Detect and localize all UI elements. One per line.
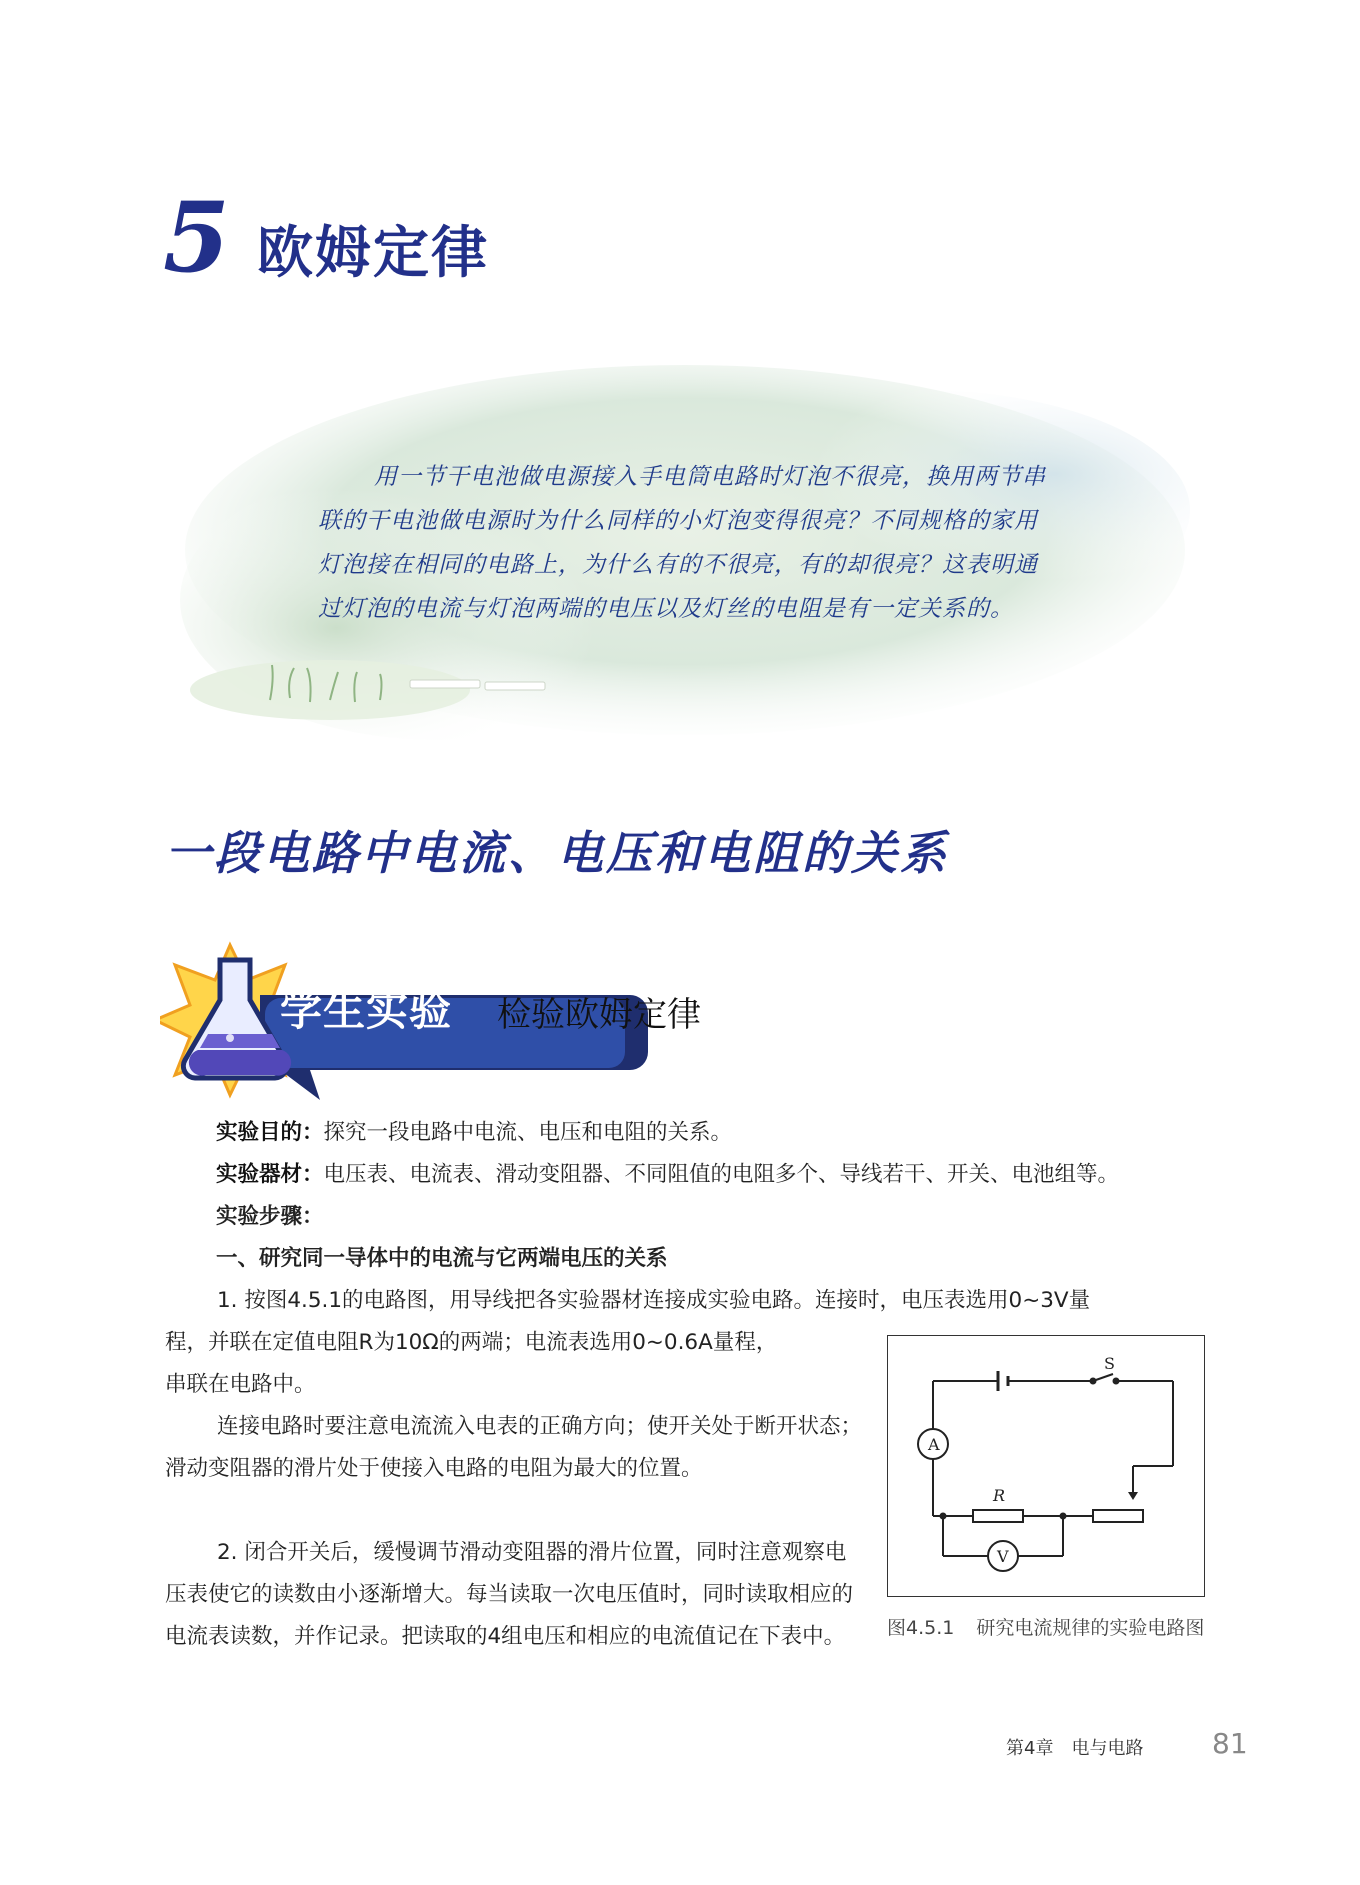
intro-text: 用一节干电池做电源接入手电筒电路时灯泡不很亮，换用两节串联的干电池做电源时为什么同样的小灯泡变得很亮？不同规格的家用灯泡接在相同的电路上，为什么有的不很亮，有的却很亮？这表明通过灯泡的电流与灯泡两端的电压以及灯丝的电阻是有一定关系的。 [318,464,1046,622]
purpose-label: 实验目的： [216,1120,324,1145]
equipment-text: 电压表、电流表、滑动变阻器、不同阻值的电阻多个、导线若干、开关、电池组等。 [323,1162,1120,1187]
section-title: 一段电路中电流、电压和电阻的关系 [165,826,949,880]
figure-caption-text: 研究电流规律的实验电路图 [976,1617,1205,1639]
figure-caption [887,1612,1207,1644]
connection-note: 连接电路时要注意电流流入电表的正确方向；使开关处于断开状态；滑动变阻器的滑片处于使接入电路的电阻为最大的位置。 [165,1414,863,1481]
intro-paragraph [318,455,1058,631]
page-number: 81 [1212,1727,1248,1760]
step2-paragraph: 2. 闭合开关后，缓慢调节滑动变阻器的滑片位置，同时注意观察电压表使它的读数由小逐渐增大。每当读取一次电压值时，同时读取相应的电流表读数，并作记录。把读取的4组电压和相应的电流值记在下表中。 [165,1540,854,1649]
step1-line2: 程，并联在定值电阻R为10Ω的两端；电流表选用0~0.6A量程， [165,1330,778,1355]
step1-line1: 1. 按图4.5.1的电路图，用导线把各实验器材连接成实验电路。连接时，电压表选用0~3V量 [217,1288,1091,1313]
subheading-1: 一、研究同一导体中的电流与它两端电压的关系 [216,1246,668,1271]
chapter-number: 5 [163,181,230,294]
circuit-figure [887,1335,1205,1597]
circuit-diagram [888,1336,1203,1595]
equipment-label: 实验器材： [216,1162,324,1187]
equipment-line [216,1154,1216,1196]
figure-number: 图4.5.1 [887,1617,955,1639]
experiment-title: 检验欧姆定律 [497,995,701,1035]
label-ammeter: A [928,1435,940,1454]
label-switch: S [1104,1354,1115,1373]
label-resistor: R [993,1486,1006,1505]
footer-chapter: 第4章 电与电路 [1006,1738,1144,1759]
label-voltmeter: V [997,1547,1009,1566]
step1-line3: 串联在电路中。 [165,1372,316,1397]
purpose-text: 探究一段电路中电流、电压和电阻的关系。 [323,1120,733,1145]
purpose-line [216,1112,1216,1154]
steps-label: 实验步骤： [216,1204,324,1229]
experiment-label: 学生实验 [280,986,453,1035]
chapter-title: 欧姆定律 [257,221,489,286]
